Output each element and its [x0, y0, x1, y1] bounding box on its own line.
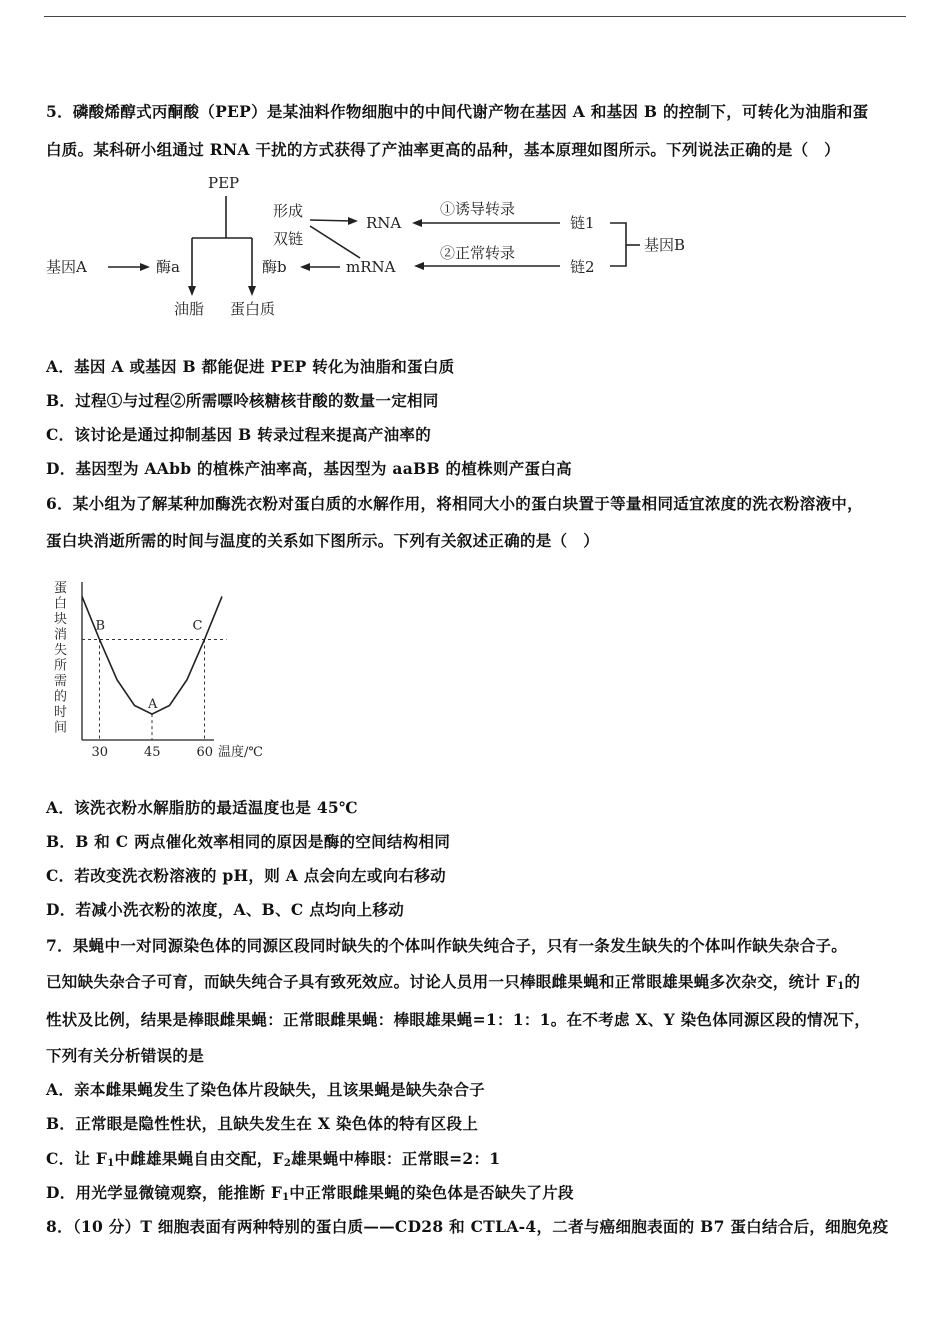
mrna-label: mRNA — [346, 258, 396, 276]
y-axis-label-char: 白 — [54, 596, 68, 612]
q5-text-line1: 5．磷酸烯醇式丙酮酸（PEP）是某油料作物细胞中的中间代谢产物在基因 A 和基因 B 的控制下，可转化为油脂和蛋 — [46, 102, 869, 121]
q7-text-line4: 下列有关分析错误的是 — [46, 1046, 205, 1065]
q6-option-d: D．若减小洗衣粉的浓度，A、B、C 点均向上移动 — [46, 900, 405, 919]
gene-a-label: 基因A — [46, 258, 87, 276]
q8-text-line1: 8．（10 分）T 细胞表面有两种特别的蛋白质——CD28 和 CTLA-4，二者与癌细胞表面的 B7 蛋白结合后，细胞免疫 — [46, 1217, 889, 1236]
protein-label: 蛋白质 — [230, 300, 276, 318]
chain1-label: 链1 — [570, 214, 595, 232]
point-label-c: C — [192, 618, 203, 634]
q7-option-b: B．正常眼是隐性性状，且缺失发生在 X 染色体的特有区段上 — [46, 1114, 479, 1133]
q5-option-b: B．过程①与过程②所需嘌呤核糖核苷酸的数量一定相同 — [46, 391, 439, 410]
q6-option-a: A．该洗衣粉水解脂肪的最适温度也是 45℃ — [46, 798, 358, 817]
q5-option-a: A．基因 A 或基因 B 都能促进 PEP 转化为油脂和蛋白质 — [46, 357, 455, 376]
q7-text-line1: 7．果蝇中一对同源染色体的同源区段同时缺失的个体叫作缺失纯合子，只有一条发生缺失的个体叫作缺失杂合子。 — [46, 936, 848, 955]
q5-option-c: C．该讨论是通过抑制基因 B 转录过程来提高产油率的 — [46, 425, 432, 444]
y-axis-label-char: 蛋 — [54, 581, 68, 596]
top-rule — [44, 16, 906, 17]
y-axis-label-char: 需 — [54, 674, 68, 689]
y-axis-label-char: 消 — [54, 627, 68, 643]
q7-option-d: D．用光学显微镜观察，能推断 $F_1$中正常眼雌果蝇的染色体是否缺失了片段 — [46, 1183, 574, 1203]
rna-label: RNA — [366, 214, 402, 232]
chain2-label: 链2 — [570, 258, 595, 276]
double-strand-label: 双链 — [273, 230, 304, 248]
q5-diagram — [40, 168, 720, 328]
y-axis-label-char: 的 — [54, 689, 68, 705]
q7-text-line3: 性状及比例，结果是棒眼雌果蝇：正常眼雌果蝇：棒眼雄果蝇=1：1：1。在不考虑 X、Y 染色体同源区段的情况下， — [46, 1010, 871, 1029]
pep-label: PEP — [208, 174, 240, 192]
y-axis-label-char: 块 — [54, 612, 68, 627]
q6-option-c: C．若改变洗衣粉溶液的 pH，则 A 点会向左或向右移动 — [46, 866, 446, 885]
q6-text-line2: 蛋白块消逝所需的时间与温度的关系如下图所示。下列有关叙述正确的是（ ） — [46, 531, 600, 550]
enzyme-a-label: 酶a — [156, 258, 180, 276]
x-tick-label: 30 — [91, 745, 109, 760]
gene-b-label: 基因B — [644, 236, 686, 254]
y-axis-label-char: 间 — [54, 720, 68, 736]
x-tick-label: 45 — [144, 745, 161, 760]
y-axis-label-char: 时 — [54, 705, 68, 720]
q7-option-a: A．亲本雌果蝇发生了染色体片段缺失，且该果蝇是缺失杂合子 — [46, 1080, 485, 1099]
q6-text-line1: 6．某小组为了解某种加酶洗衣粉对蛋白质的水解作用，将相同大小的蛋白块置于等量相同适宜浓度的洗衣粉溶液中， — [46, 494, 863, 513]
form-label: 形成 — [273, 202, 304, 220]
q7-option-c: C．让 $F_1$中雌雄果蝇自由交配，$F_2$雄果蝇中棒眼：正常眼=2：1 — [46, 1149, 501, 1169]
x-axis-label: 温度/℃ — [218, 745, 263, 760]
oil-label: 油脂 — [174, 300, 205, 318]
q7-text-line2: 已知缺失杂合子可育，而缺失纯合子具有致死效应。讨论人员用一只棒眼雌果蝇和正常眼雄果蝇多次杂交，统计 $F_1$的 — [46, 972, 861, 992]
x-tick-label: 60 — [196, 745, 214, 760]
q5-text-line2: 白质。某科研小组通过 RNA 干扰的方式获得了产油率更高的品种，基本原理如图所示。下列说法正确的是（ ） — [46, 140, 840, 159]
induced-transcription-label: ①诱导转录 — [440, 200, 516, 218]
normal-transcription-label: ②正常转录 — [440, 244, 516, 262]
q5-option-d: D．基因型为 AAbb 的植株产油率高，基因型为 aaBB 的植株则产蛋白高 — [46, 459, 572, 478]
y-axis-label-char: 失 — [54, 643, 68, 658]
point-label-a: A — [148, 697, 158, 713]
point-label-b: B — [95, 618, 106, 634]
enzyme-b-label: 酶b — [262, 258, 287, 276]
q6-option-b: B．B 和 C 两点催化效率相同的原因是酶的空间结构相同 — [46, 832, 451, 851]
temperature-chart — [46, 572, 286, 768]
y-axis-label-char: 所 — [54, 658, 68, 674]
